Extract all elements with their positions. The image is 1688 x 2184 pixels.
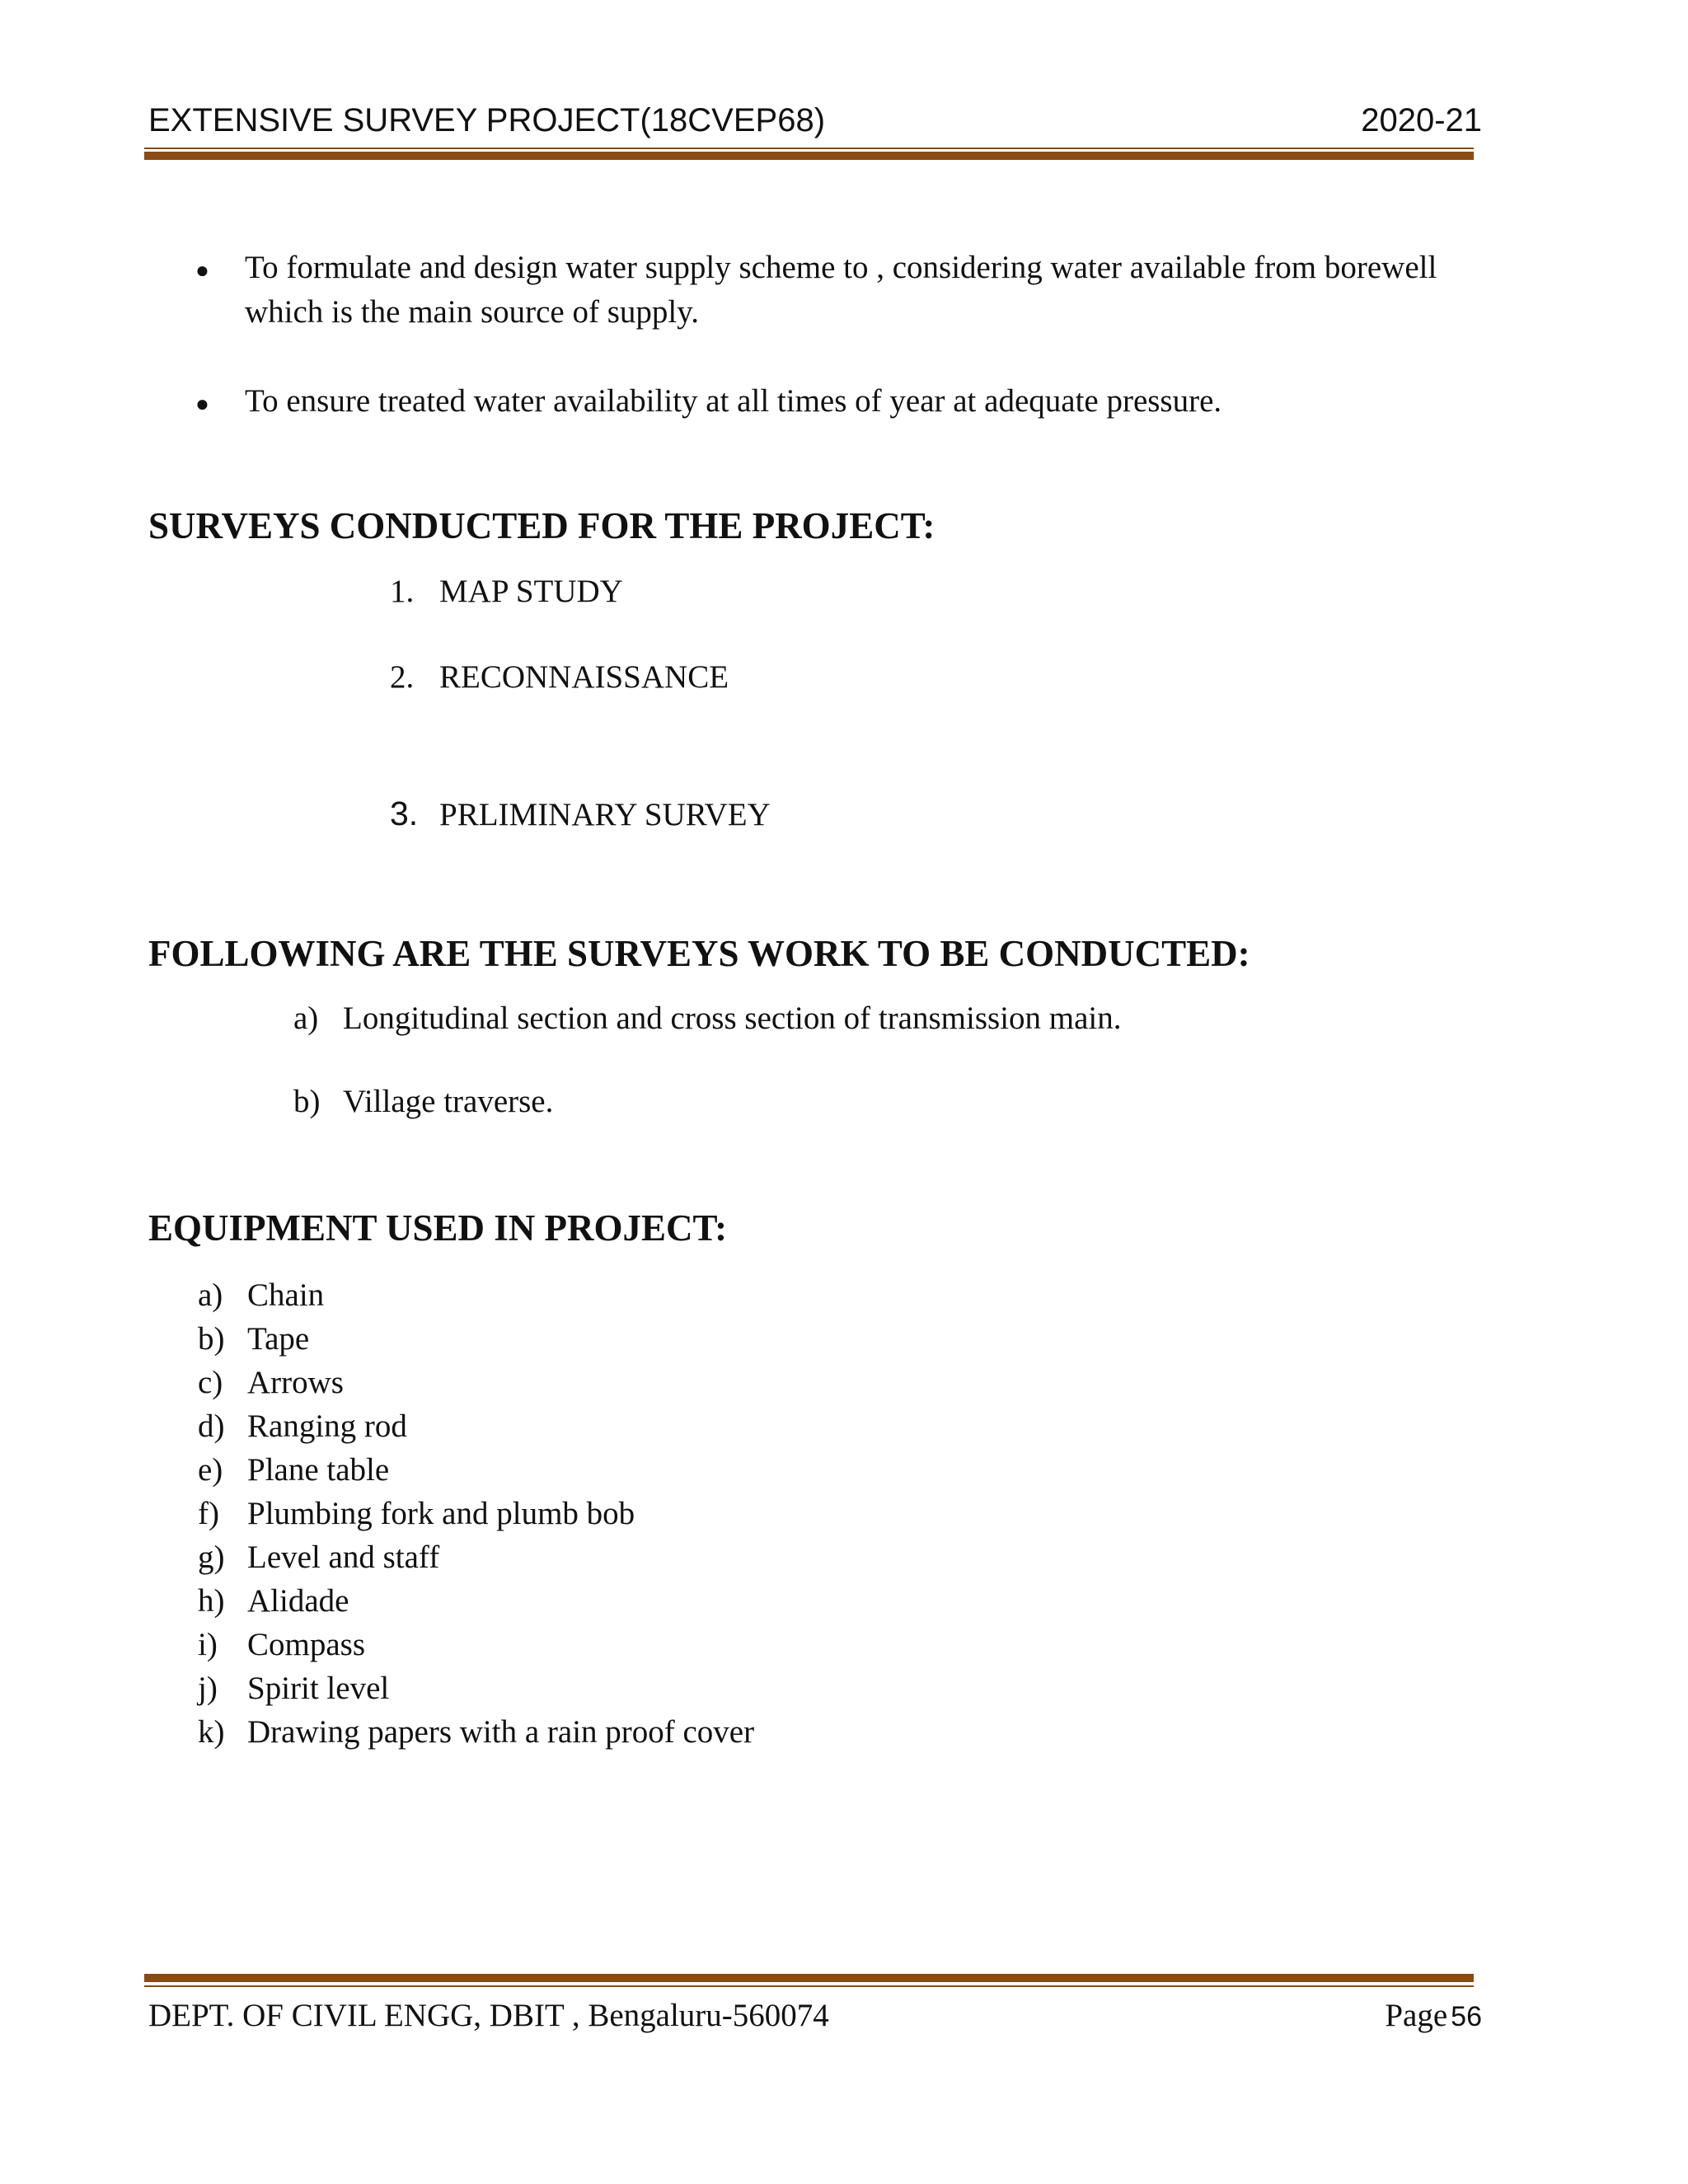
objective-line: which is the main source of supply. <box>245 294 699 330</box>
survey-work-heading: FOLLOWING ARE THE SURVEYS WORK TO BE CONDUCTED: <box>148 933 1250 974</box>
list-item <box>198 1404 754 1448</box>
header-year: 2020-21 <box>1361 102 1482 138</box>
list-item-text: Alidade <box>247 1583 349 1619</box>
list-marker: 2. <box>390 659 415 695</box>
list-item-text: Plane table <box>247 1452 390 1488</box>
list-item-text: Longitudinal section and cross section of transmission main. <box>343 1001 1122 1036</box>
header-title: EXTENSIVE SURVEY PROJECT(18CVEP68) <box>148 102 826 138</box>
list-item-text: Drawing papers with a rain proof cover <box>247 1714 755 1750</box>
list-item-text: RECONNAISSANCE <box>439 659 729 695</box>
list-item <box>198 1492 754 1535</box>
list-marker: a) <box>293 1001 319 1036</box>
list-marker: j) <box>198 1671 218 1706</box>
list-item-text: Spirit level <box>247 1671 390 1706</box>
list-item-text: Tape <box>247 1321 310 1357</box>
list-item-text: Plumbing fork and plumb bob <box>247 1496 635 1531</box>
footer-rule-thin <box>144 1985 1474 1987</box>
list-marker: h) <box>198 1583 225 1619</box>
list-item-text: Level and staff <box>247 1540 440 1575</box>
footer-page <box>1385 1997 1482 2034</box>
list-marker: 1. <box>390 574 415 609</box>
objective-line: To ensure treated water availability at all times of year at adequate pressure. <box>245 383 1222 419</box>
list-item-text: Village traverse. <box>343 1084 554 1119</box>
list-marker: a) <box>198 1277 223 1313</box>
list-marker: c) <box>198 1365 223 1400</box>
list-marker: b) <box>198 1321 225 1357</box>
list-item <box>198 1710 754 1754</box>
surveys-conducted-heading: SURVEYS CONDUCTED FOR THE PROJECT: <box>148 505 935 546</box>
list-item <box>198 1317 754 1361</box>
list-item-text: Chain <box>247 1277 325 1313</box>
bullet-icon: ● <box>195 258 209 284</box>
list-item-text: Compass <box>247 1627 366 1662</box>
list-marker: g) <box>198 1540 225 1575</box>
header-rule-thin <box>144 148 1474 149</box>
bullet-icon: ● <box>195 391 209 417</box>
list-item <box>198 1535 754 1579</box>
list-item <box>198 1579 754 1623</box>
list-item-text: MAP STUDY <box>439 574 623 609</box>
list-marker: 3. <box>390 794 419 832</box>
list-item <box>198 1273 754 1317</box>
page-number: 56 <box>1451 2001 1482 2032</box>
footer-rule-thick <box>144 1974 1474 1982</box>
list-marker: b) <box>293 1084 321 1119</box>
list-item-text: Ranging rod <box>247 1408 407 1444</box>
objective-line: To formulate and design water supply scheme to , considering water available from borewell <box>245 250 1437 285</box>
list-marker: d) <box>198 1408 225 1444</box>
page-label: Page <box>1385 1998 1448 2033</box>
list-marker: k) <box>198 1714 225 1750</box>
header-rule-thick <box>144 152 1474 160</box>
list-item <box>198 1448 754 1492</box>
list-item <box>198 1666 754 1710</box>
list-marker: i) <box>198 1627 218 1662</box>
list-marker: e) <box>198 1452 223 1488</box>
equipment-heading: EQUIPMENT USED IN PROJECT: <box>148 1207 728 1249</box>
list-item <box>198 1623 754 1666</box>
list-item-text: Arrows <box>247 1365 344 1400</box>
list-marker: f) <box>198 1496 219 1531</box>
equipment-list <box>198 1273 754 1754</box>
footer-dept: DEPT. OF CIVIL ENGG, DBIT , Bengaluru-560074 <box>148 1998 829 2033</box>
list-item-text: PRLIMINARY SURVEY <box>439 797 771 832</box>
list-item <box>198 1361 754 1404</box>
